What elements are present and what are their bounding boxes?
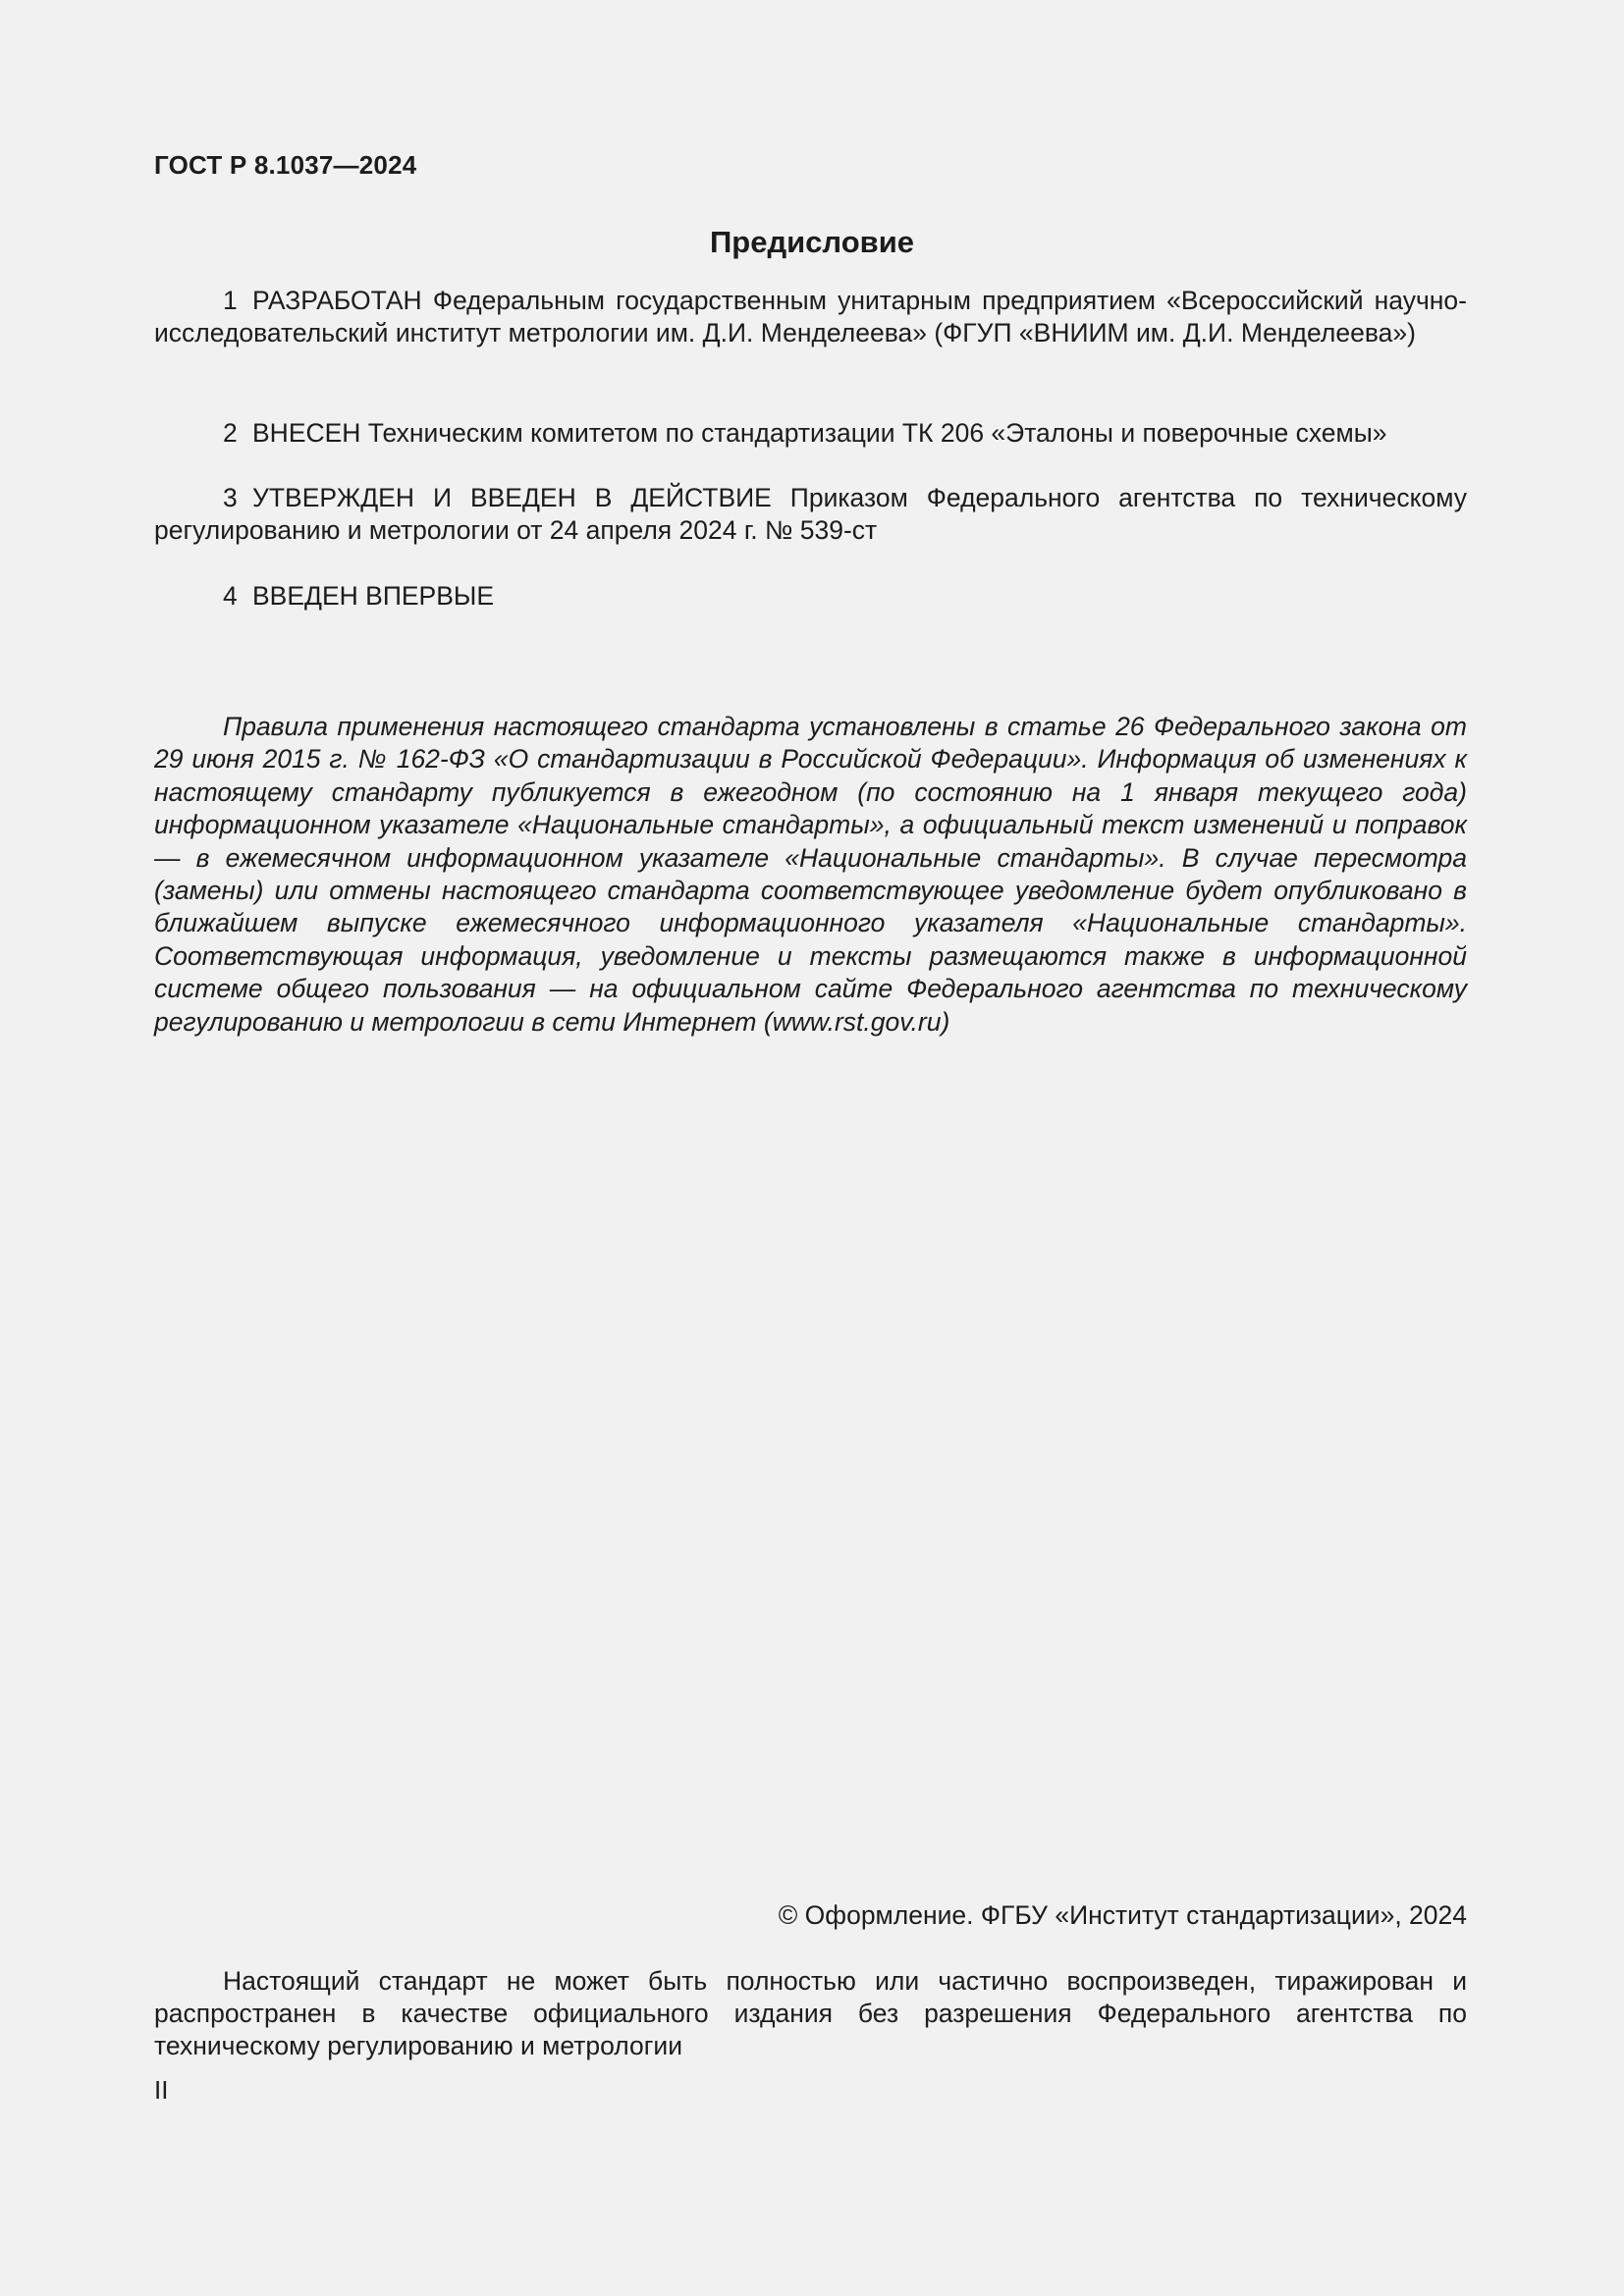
- reproduction-rights-notice: Настоящий стандарт не может быть полностью или частично воспроизведен, тиражирован и распространен в качестве официального издания без разрешения Федерального агентства по техническому регулированию и метрологии: [154, 1966, 1467, 2060]
- standard-code-header: ГОСТ Р 8.1037—2024: [154, 150, 417, 180]
- page-title: Предисловие: [709, 225, 914, 259]
- foreword-item-2: [154, 417, 1467, 450]
- item-text: УТВЕРЖДЕН И ВВЕДЕН В ДЕЙСТВИЕ Приказом Федерального агентства по техническому регулированию и метрологии от 24 апреля 2024 г. № 539-ст: [154, 483, 1467, 545]
- item-text: РАЗРАБОТАН Федеральным государственным унитарным предприятием «Всероссийский научно-исследовательский институт метрологии им. Д.И. Менделеева» (ФГУП «ВНИИМ им. Д.И. Менделеева»): [154, 286, 1467, 347]
- item-number: 1: [223, 286, 238, 315]
- page-number: II: [154, 2075, 169, 2105]
- item-number: 3: [223, 483, 238, 512]
- item-number: 2: [223, 418, 238, 448]
- item-text: ВНЕСЕН Техническим комитетом по стандартизации ТК 206 «Эталоны и поверочные схемы»: [252, 418, 1387, 448]
- foreword-item-3: [154, 482, 1467, 547]
- foreword-item-4: [154, 580, 1467, 613]
- item-number: 4: [223, 581, 238, 611]
- foreword-item-1: [154, 285, 1467, 349]
- application-rules-notice: Правила применения настоящего стандарта установлены в статье 26 Федерального закона от 29 июня 2015 г. № 162-ФЗ «О стандартизации в Российской Федерации». Информация об изменениях к настоящему стандарту публикуется в ежегодном (по состоянию на 1 января текущего года) информационном указателе «Национальные стандарты», а официальный текст изменений и поправок — в ежемесячном информационном указателе «Национальные стандарты». В случае пересмотра (замены) или отмены настоящего стандарта соответствующее уведомление будет опубликовано в ближайшем выпуске ежемесячного информационного указателя «Национальные стандарты». Соответствующая информация, уведомление и тексты размещаются также в информационной системе общего пользования — на официальном сайте Федерального агентства по техническому регулированию и метрологии в сети Интернет (www.rst.gov.ru): [154, 712, 1467, 1037]
- copyright-line: © Оформление. ФГБУ «Институт стандартизации», 2024: [778, 1900, 1467, 1930]
- item-text: ВВЕДЕН ВПЕРВЫЕ: [252, 581, 495, 611]
